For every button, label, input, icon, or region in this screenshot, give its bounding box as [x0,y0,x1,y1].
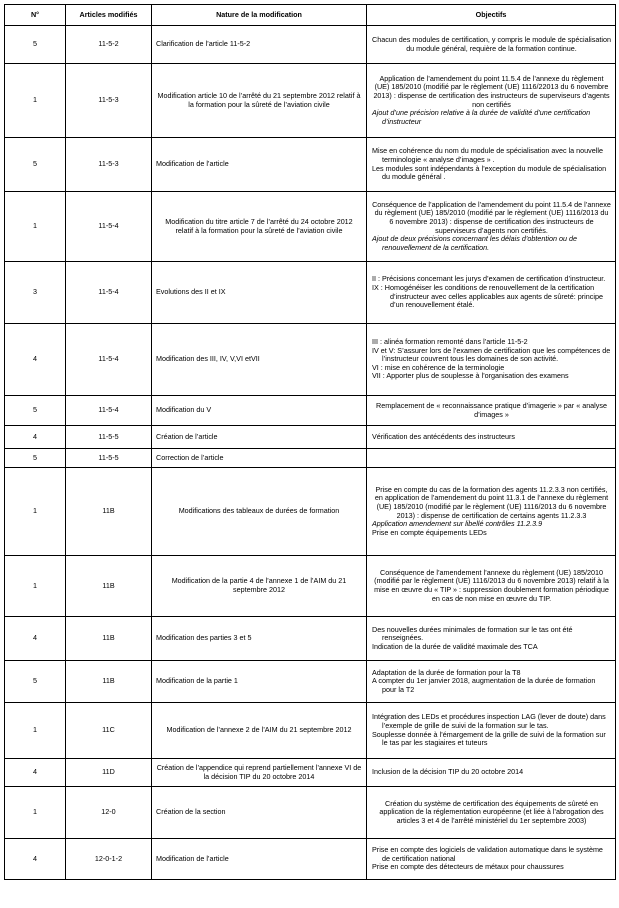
objectif-paragraph: Prise en compte des logiciels de validation automatique dans le système de certification national [372,845,603,863]
row-articles: 12-0-1-2 [66,839,152,880]
row-articles: 11B [66,617,152,661]
row-articles: 11-5-3 [66,64,152,138]
row-nature: Correction de l’article [152,449,367,468]
objectif-paragraph: Conséquence de l’amendement l’annexe du règlement (UE) 185/2010 (modifié par le règlement (UE) 1116/2013 du 6 novembre 2013) relatif à la mise en œuvre du « TIP » : suppression doublement formation périodique en cas de non mise en œuvre du TIP. [374,567,609,603]
row-objectifs [367,396,616,426]
row-number: 5 [5,26,66,64]
row-nature: Modification du V [152,396,367,426]
row-nature: Modification de l’article [152,138,367,192]
row-nature: Modifications des tableaux de durées de formation [152,468,367,556]
row-objectifs [367,556,616,617]
row-nature: Création de la section [152,787,367,839]
row-articles: 11D [66,759,152,787]
row-articles: 11B [66,661,152,703]
row-objectifs [367,703,616,759]
table-row [5,617,616,661]
table-row [5,192,616,262]
row-nature: Modification du titre article 7 de l’arrêté du 24 octobre 2012 relatif à la formation pour la sûreté de l’aviation civile [152,192,367,262]
table-row [5,703,616,759]
objectif-paragraph: Prise en compte des détecteurs de métaux pour chaussures [372,862,564,872]
objectif-paragraph: Des nouvelles durées minimales de formation sur le tas ont été renseignées. [372,624,573,643]
row-number: 5 [5,138,66,192]
row-number: 1 [5,64,66,138]
row-articles: 11-5-4 [66,262,152,324]
row-nature: Modification de la partie 1 [152,661,367,703]
objectif-paragraph: Adaptation de la durée de formation pour la T8 [372,667,521,677]
objectif-paragraph: Chacun des modules de certification, y compris le module de spécialisation du module général, requière de la formation continue. [372,34,611,53]
objectif-paragraph: Les modules sont indépendants à l’exception du module de spécialisation du module général . [372,163,607,182]
row-number: 5 [5,449,66,468]
row-articles: 11-5-5 [66,449,152,468]
table-row [5,839,616,880]
row-nature: Evolutions des II et IX [152,262,367,324]
table-body [5,26,616,880]
table-row [5,426,616,449]
objectif-paragraph: Vérification des antécédents des instructeurs [372,431,516,441]
table-row [5,759,616,787]
row-articles: 11-5-4 [66,192,152,262]
row-number: 5 [5,661,66,703]
objectif-paragraph: Prise en compte équipements LEDs [372,527,487,537]
row-number: 4 [5,617,66,661]
objectif-paragraph: Mise en cohérence du nom du module de spécialisation avec la nouvelle terminologie « analyse d’images » . [372,146,603,164]
header-num: N° [5,5,66,26]
row-articles: 11-5-4 [66,324,152,396]
objectif-paragraph: Remplacement de « reconnaissance pratique d’imagerie » par « analyse d’images » [376,400,607,419]
row-objectifs [367,426,616,449]
row-number: 1 [5,192,66,262]
objectif-paragraph: Souplesse donnée à l’émargement de la grille de suivi de la formation sur le tas par les stagiaires et tuteurs [372,729,606,748]
row-objectifs [367,787,616,839]
row-number: 4 [5,426,66,449]
objectif-paragraph: IV et V: S’assurer lors de l’examen de certification que les compétences de l’instructeur couvrent tous les domaines de son activité. [372,345,611,364]
row-articles: 11-5-2 [66,26,152,64]
row-articles: 11-5-4 [66,396,152,426]
table-row [5,556,616,617]
row-articles: 11B [66,468,152,556]
row-objectifs [367,192,616,262]
objectif-paragraph: Application de l’amendement du point 11.5.4 de l’annexe du règlement (UE) 185/2010 (modifié par le règlement (UE) 1116/22013 du 6 novembre 2013) : dispense de certification des instructeurs de superviseurs d’agents non certifiés [373,73,610,109]
objectif-paragraph: Ajout d’une précision relative à la durée de validité d’une certification d’instructeur [372,108,591,126]
row-objectifs [367,138,616,192]
table-row [5,449,616,468]
header-objectifs: Objectifs [367,5,616,26]
header-articles: Articles modifiés [66,5,152,26]
row-number: 4 [5,759,66,787]
row-articles: 11C [66,703,152,759]
table-row [5,324,616,396]
row-objectifs [367,449,616,468]
row-objectifs [367,617,616,661]
row-nature: Création de l’article [152,426,367,449]
table-row [5,262,616,324]
row-articles: 11B [66,556,152,617]
row-number: 4 [5,324,66,396]
row-nature: Modification article 10 de l’arrêté du 21 septembre 2012 relatif à la formation pour la sûreté de l’aviation civile [152,64,367,138]
objectif-paragraph: Indication de la durée de validité maximale des TCA [372,641,538,651]
row-nature: Modification des parties 3 et 5 [152,617,367,661]
table-row [5,661,616,703]
row-number: 4 [5,839,66,880]
table-row [5,468,616,556]
modifications-table [4,4,616,880]
table-row [5,787,616,839]
row-objectifs [367,839,616,880]
objectif-paragraph: Ajout de deux précisions concernant les délais d’obtention ou de renouvellement de la certification. [372,234,577,252]
table-header-row [5,5,616,26]
objectif-paragraph: III : alinéa formation remonté dans l’article 11-5-2 [372,337,528,347]
objectif-paragraph: IX : Homogénéiser les conditions de renouvellement de la certification d’instructeur avec celles applicables aux agents de sûreté: principe d’un renouvellement étalé. [372,282,603,310]
objectif-paragraph: Prise en compte du cas de la formation des agents 11.2.3.3 non certifiés, en application de l’amendement du point 11.3.1 de l’annexe du règlement (UE) 185/2010 (modifié par le règlement (UE) 1116/2013 du 6 novembre 2013) : dispense de certification de certains agents 11.2.3.3 [374,484,609,520]
objectif-paragraph: Application amendement sur libellé contrôles 11.2.3.9 [372,519,543,529]
objectif-paragraph: II : Précisions concernant les jurys d’examen de certification d’instructeur. [372,274,606,284]
row-objectifs [367,262,616,324]
row-articles: 11-5-5 [66,426,152,449]
table-row [5,396,616,426]
row-number: 1 [5,787,66,839]
objectif-paragraph: VII : Apporter plus de souplesse à l’organisation des examens [372,371,569,381]
objectif-paragraph: VI : mise en cohérence de la terminologie [372,362,505,372]
row-nature: Modification des III, IV, V,VI etVII [152,324,367,396]
row-number: 1 [5,556,66,617]
header-nature: Nature de la modification [152,5,367,26]
row-articles: 11-5-3 [66,138,152,192]
objectif-paragraph: Intégration des LEDs et procédures inspection LAG (lever de doute) dans l’exemple de grille de suivi de la formation sur le tas. [372,712,606,730]
objectif-paragraph: A compter du 1er janvier 2018, augmentation de la durée de formation pour la T2 [372,676,596,694]
row-number: 1 [5,703,66,759]
table-row [5,138,616,192]
row-nature: Création de l’appendice qui reprend partiellement l’annexe VI de la décision TIP du 20 octobre 2014 [152,759,367,787]
row-objectifs [367,759,616,787]
row-number: 3 [5,262,66,324]
row-objectifs [367,26,616,64]
objectif-paragraph: Création du système de certification des équipements de sûreté en application de la réglementation européenne (et liée à l’abrogation des articles 3 et 4 de l’arrêté ministériel du 1er septembre 2003) [379,798,604,825]
row-objectifs [367,468,616,556]
row-nature: Modification de la partie 4 de l’annexe 1 de l’AIM du 21 septembre 2012 [152,556,367,617]
row-nature: Clarification de l’article 11-5-2 [152,26,367,64]
table-row [5,26,616,64]
row-number: 5 [5,396,66,426]
row-nature: Modification de l’annexe 2 de l’AIM du 21 septembre 2012 [152,703,367,759]
table-row [5,64,616,138]
modifications-document [4,4,615,880]
objectif-paragraph: Inclusion de la décision TIP du 20 octobre 2014 [372,767,524,777]
row-objectifs [367,64,616,138]
row-articles: 12-0 [66,787,152,839]
row-objectifs [367,661,616,703]
objectif-paragraph: Conséquence de l’application de l’amendement du point 11.5.4 de l’annexe du règlement (UE) 185/2010 (modifié par le règlement (UE) 1116/2013 du 6 novembre 2013) : dispense de certification des instructeurs de superviseurs d’agents non certifiés. [372,199,611,235]
row-objectifs [367,324,616,396]
row-number: 1 [5,468,66,556]
row-nature: Modification de l’article [152,839,367,880]
